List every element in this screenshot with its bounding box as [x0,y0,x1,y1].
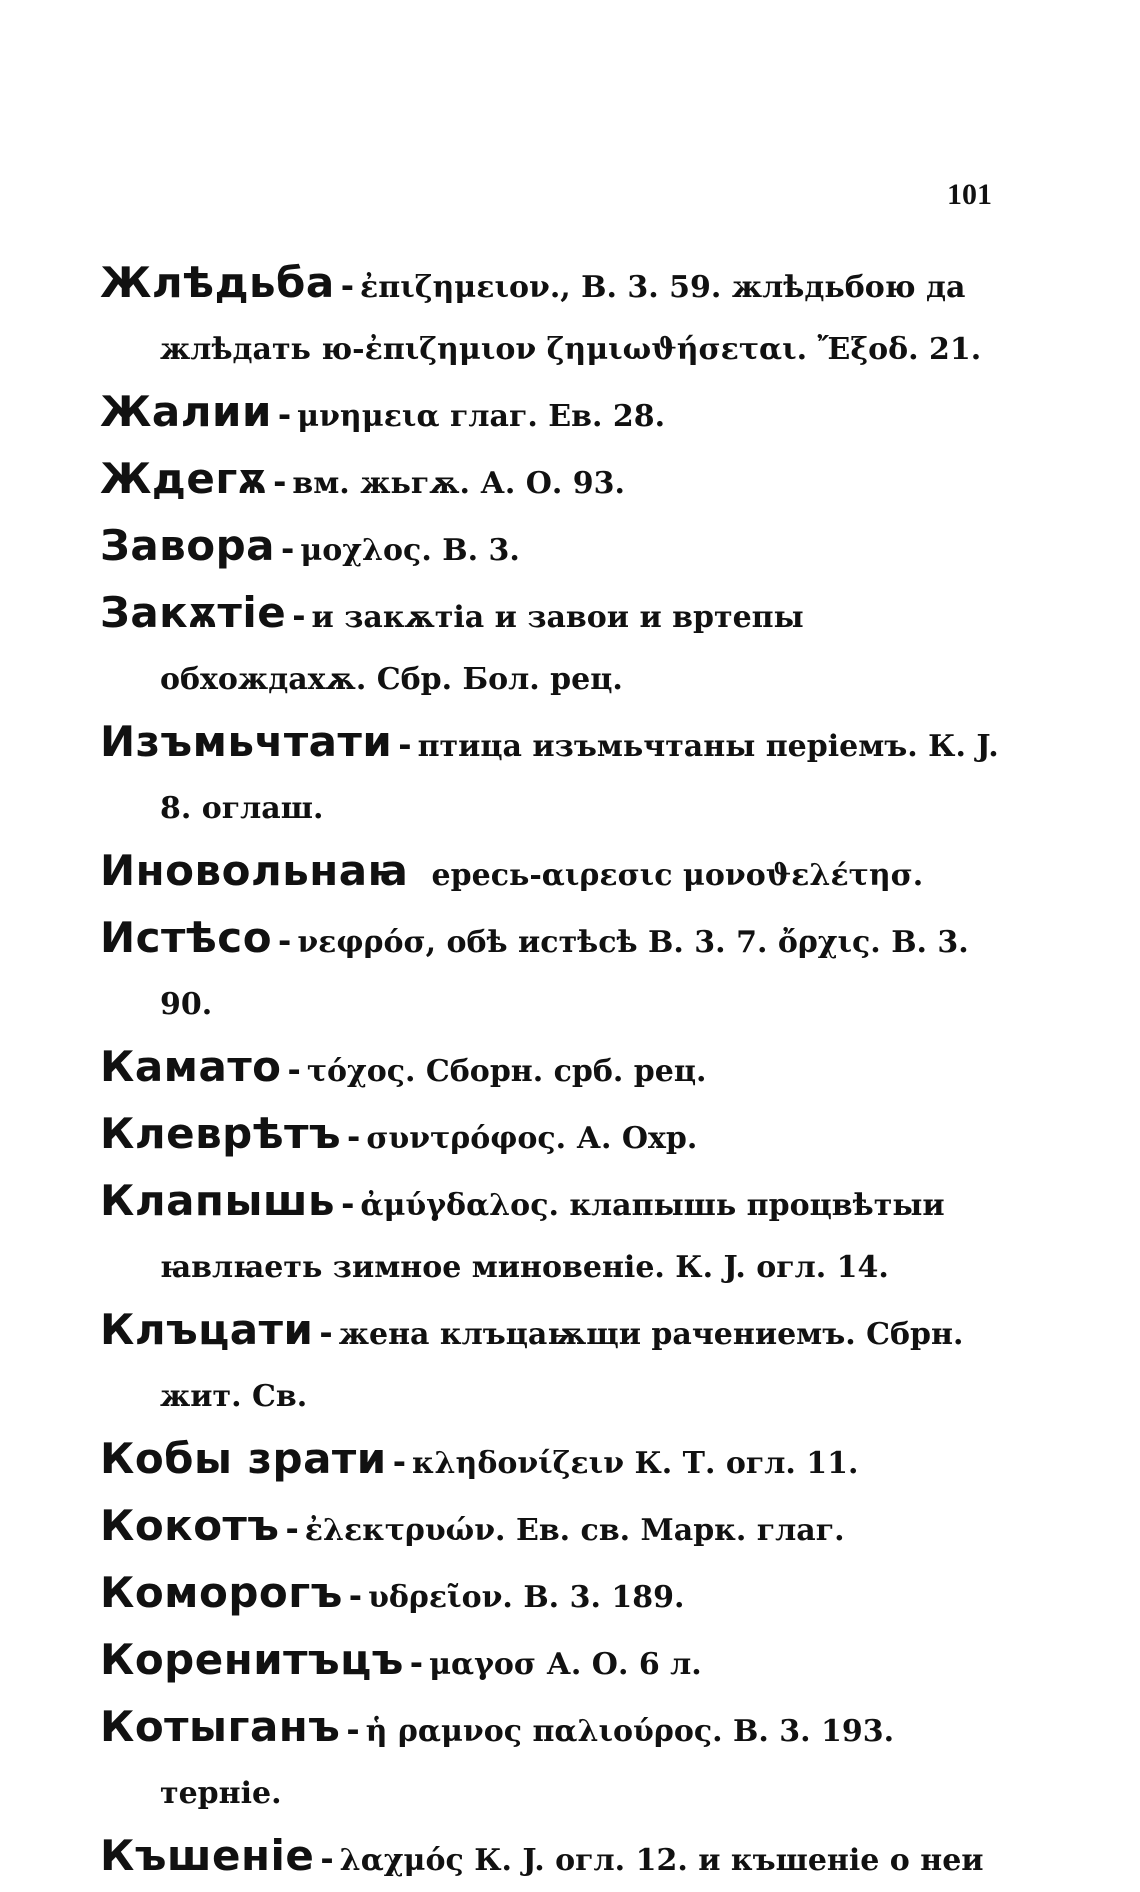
entry-headword: Коренитъцъ [100,1635,404,1684]
entry-dash: - [340,267,355,305]
dictionary-entry [100,1299,1000,1428]
page-number: 101 [947,178,992,211]
entry-dash: - [392,1443,406,1481]
entry-dash: - [398,726,412,764]
dictionary-entry [100,381,1000,448]
entry-dash: - [292,597,306,635]
dictionary-entry [100,1103,1000,1170]
entry-headword: Завора [100,521,276,570]
entry-definition: ἐπιζημειον., В. 3. 59. жлѣдьбою да жлѣдать ю-ἐπιζημιον ζημιωϑήσεται. Ἔξοδ. 21. [160,270,982,367]
entry-definition: νεφρόσ, обѣ истѣсѣ В. 3. 7. ὄρχις. В. 3. 90. [160,925,969,1022]
dictionary-entry [100,448,1000,515]
entry-definition: συντρόφος. А. Охр. [366,1121,698,1156]
entry-headword: Жалии [100,387,272,436]
entry-definition: ἐλεκτρυών. Ев. св. Марк. глаг. [304,1513,845,1548]
entry-dash [414,855,425,893]
entry-headword: Клапышь [100,1176,336,1225]
entry-headword: Истѣсо [100,913,273,962]
entry-dash: - [409,1644,424,1682]
dictionary-entry [100,1629,1000,1696]
entry-dash: - [348,1577,363,1615]
dictionary-entry [100,711,1000,840]
entry-definition: вм. жьгѫ. А. О. 93. [292,466,625,501]
entry-headword: Кобы зрати [100,1434,387,1483]
entry-definition: жена клъцаѭщи рачениемъ. Сбрн. жит. Св. [160,1317,964,1414]
entry-definition: λαχμός К. J. огл. 12. и къшеніе о неи [339,1843,984,1878]
dictionary-entry [100,1562,1000,1629]
dictionary-entry [100,907,1000,1036]
entry-definition: υδρεῖον. В. 3. 189. [368,1580,685,1615]
dictionary-entry [100,1170,1000,1299]
entry-dash: - [341,1185,355,1223]
entry-dash: - [277,396,292,434]
entry-dash: - [278,922,292,960]
entry-headword: Котыганъ [100,1702,341,1751]
dictionary-entry [100,1495,1000,1562]
entry-headword: Изъмьчтати [100,717,393,766]
dictionary-entry [100,252,1000,381]
entry-dash: - [281,530,295,568]
entry-dash: - [285,1510,299,1548]
entry-definition: ересь-αιρεσιс μονοϑελέτησ. [431,858,924,893]
entry-definition: ἀμύγδαλος. клапышь процвѣтыи ꙗвлꙗеть зимное миновеніе. К. J. огл. 14. [160,1188,945,1285]
entry-headword: Коморогъ [100,1568,343,1617]
entry-headword: Камато [100,1042,282,1091]
entry-dash: - [319,1314,333,1352]
entry-dash: - [346,1711,360,1749]
entry-dash: - [287,1051,301,1089]
entry-headword: Клъцати [100,1305,314,1354]
dictionary-entry [100,840,1000,907]
entry-dash: - [273,463,287,501]
entry-definition: птица изъмьчтаны періемъ. К. J. 8. оглаш. [160,729,999,826]
entry-definition: κληδονίζειν К. Т. огл. 11. [411,1446,859,1481]
entry-headword: Кокотъ [100,1501,280,1550]
entry-dash: - [347,1118,361,1156]
entry-headword: Иновольнаꙗ [100,846,409,895]
dictionary-entry [100,1428,1000,1495]
dictionary-entry [100,515,1000,582]
entry-definition: τόχος. Сборн. срб. рец. [306,1054,707,1089]
entry-definition: ἡ ραμνος παλιούρος. В. 3. 193. терніе. [160,1714,895,1811]
dictionary-entries [100,252,1000,1892]
entry-headword: Клеврѣтъ [100,1109,342,1158]
entry-headword: Жлѣдьба [100,258,335,307]
entry-headword: Къшеніе [100,1831,315,1880]
entry-definition: μαγοσ А. О. 6 л. [429,1647,702,1682]
entry-definition: и закѫтіа и завои и вртепы обхождахѫ. Сбр. Бол. рец. [160,600,804,697]
dictionary-entry [100,582,1000,711]
entry-headword: Ждегѫ [100,454,268,503]
dictionary-entry [100,1696,1000,1825]
entry-definition: μοχλος. В. 3. [300,533,520,568]
entry-definition: μνημεια глаг. Ев. 28. [297,399,666,434]
dictionary-entry [100,1036,1000,1103]
dictionary-entry [100,1825,1000,1892]
entry-dash: - [320,1840,334,1878]
entry-headword: Закѫтіе [100,588,287,637]
